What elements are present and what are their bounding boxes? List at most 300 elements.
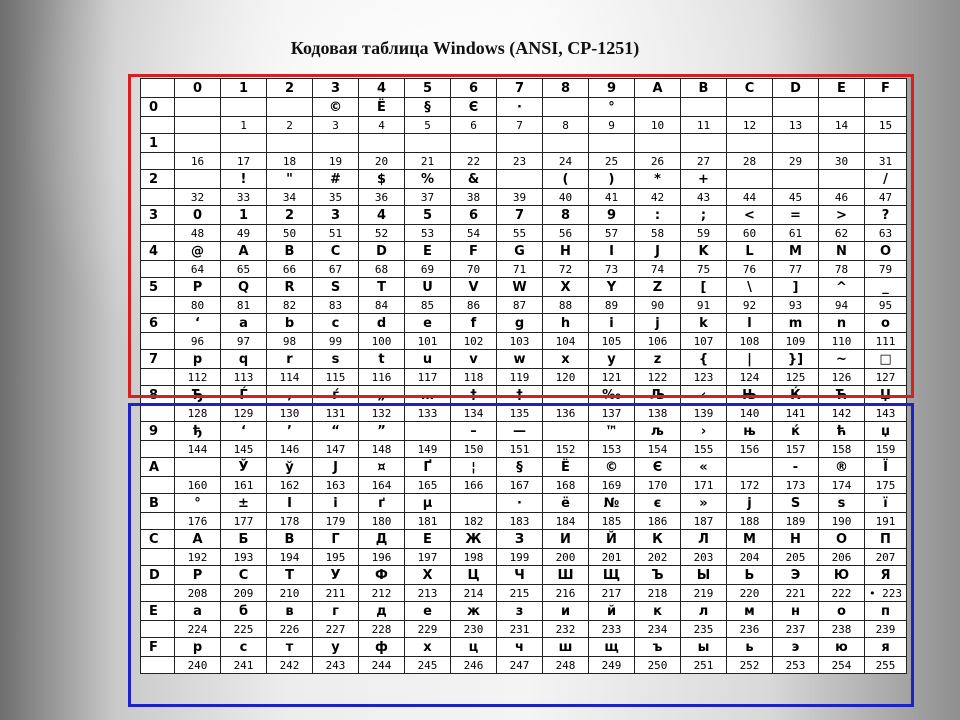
char-cell [359,134,405,153]
code-row [141,477,907,494]
code-cell: 87 [497,297,543,314]
code-cell: 92 [727,297,773,314]
char-cell: Л [681,530,727,549]
code-cell: 147 [313,441,359,458]
code-cell: 68 [359,261,405,278]
char-cell: Ч [497,566,543,585]
code-cell: 221 [773,585,819,602]
char-cell: z [635,350,681,369]
code-cell: 118 [451,369,497,386]
code-cell: 10 [635,117,681,134]
code-cell: 229 [405,621,451,638]
code-cell: 32 [175,189,221,206]
char-cell: ъ [635,638,681,657]
char-cell: ю [819,638,865,657]
char-cell [773,98,819,117]
code-cell: 82 [267,297,313,314]
code-cell: 227 [313,621,359,638]
code-cell: 36 [359,189,405,206]
char-cell: ђ [175,422,221,441]
code-cell: 95 [865,297,907,314]
code-cell: 136 [543,405,589,422]
char-cell: … [405,386,451,405]
char-cell: Ў [221,458,267,477]
char-cell: · [497,98,543,117]
char-cell: м [727,602,773,621]
code-cell: 180 [359,513,405,530]
char-cell: r [267,350,313,369]
char-cell: k [681,314,727,333]
char-cell [267,134,313,153]
column-header: 8 [543,79,589,98]
header-corner-cell [141,79,175,98]
char-cell: e [405,314,451,333]
char-cell: ” [359,422,405,441]
row-label: 9 [141,422,175,441]
char-cell: ~ [819,350,865,369]
char-cell: ’ [267,422,313,441]
row-label-spacer [141,513,175,530]
code-cell: 38 [451,189,497,206]
char-cell: “ [313,422,359,441]
code-cell: 201 [589,549,635,566]
char-cell: ќ [773,422,819,441]
row-label-spacer [141,441,175,458]
char-cell [819,98,865,117]
code-cell: 255 [865,657,907,674]
code-cell: 218 [635,585,681,602]
code-cell: 250 [635,657,681,674]
char-cell: ( [543,170,589,189]
code-cell: 89 [589,297,635,314]
char-cell: d [359,314,405,333]
char-cell: Y [589,278,635,297]
code-cell: 72 [543,261,589,278]
code-cell: 58 [635,225,681,242]
char-cell: Є [635,458,681,477]
code-cell: 212 [359,585,405,602]
code-cell: 213 [405,585,451,602]
column-header: A [635,79,681,98]
code-cell: 146 [267,441,313,458]
char-cell: C [313,242,359,261]
code-cell: 63 [865,225,907,242]
char-cell: Щ [589,566,635,585]
char-cell: њ [727,422,773,441]
char-cell: D [359,242,405,261]
code-cell: 188 [727,513,773,530]
code-cell: 3 [313,117,359,134]
code-cell: 64 [175,261,221,278]
code-cell: 207 [865,549,907,566]
code-cell: 232 [543,621,589,638]
code-cell: 182 [451,513,497,530]
char-cell: † [451,386,497,405]
char-cell: – [451,422,497,441]
char-cell: B [267,242,313,261]
code-cell: 7 [497,117,543,134]
row-label-spacer [141,657,175,674]
code-cell: 148 [359,441,405,458]
column-header: 5 [405,79,451,98]
code-cell: • 223 [865,585,907,602]
char-row [141,458,907,477]
char-cell: g [497,314,543,333]
code-cell: 27 [681,153,727,170]
code-cell: 150 [451,441,497,458]
char-cell: Ъ [635,566,681,585]
char-cell: 5 [405,206,451,225]
code-cell: 8 [543,117,589,134]
char-cell: ё [543,494,589,513]
char-cell: µ [405,494,451,513]
char-cell: э [773,638,819,657]
char-cell: K [681,242,727,261]
code-cell: 242 [267,657,313,674]
char-cell: „ [359,386,405,405]
char-cell: Ѓ [221,386,267,405]
char-cell [267,98,313,117]
column-header: 7 [497,79,543,98]
code-cell: 101 [405,333,451,350]
column-header: 1 [221,79,267,98]
char-cell: ‘ [175,314,221,333]
code-cell: 121 [589,369,635,386]
char-cell: Д [359,530,405,549]
code-row [141,657,907,674]
char-cell: о [819,602,865,621]
code-cell: 71 [497,261,543,278]
code-cell: 23 [497,153,543,170]
char-cell: c [313,314,359,333]
code-cell: 122 [635,369,681,386]
char-cell: 2 [267,206,313,225]
char-cell: ‹ [681,386,727,405]
char-cell: | [727,350,773,369]
code-cell: 41 [589,189,635,206]
code-cell: 164 [359,477,405,494]
char-cell: ш [543,638,589,657]
code-cell: 245 [405,657,451,674]
code-cell: 26 [635,153,681,170]
code-cell: 9 [589,117,635,134]
char-cell: ґ [359,494,405,513]
char-cell: b [267,314,313,333]
row-label-spacer [141,621,175,638]
char-cell: n [819,314,865,333]
code-cell: 91 [681,297,727,314]
char-cell [727,134,773,153]
code-cell: 159 [865,441,907,458]
char-cell: Њ [727,386,773,405]
char-cell: К [635,530,681,549]
char-cell: ‘ [221,422,267,441]
row-label: 7 [141,350,175,369]
char-cell: 7 [497,206,543,225]
code-cell: 54 [451,225,497,242]
row-label-spacer [141,261,175,278]
char-cell: : [635,206,681,225]
char-cell [635,98,681,117]
code-cell: 85 [405,297,451,314]
code-cell: 149 [405,441,451,458]
char-cell [221,134,267,153]
code-cell: 168 [543,477,589,494]
code-cell: 226 [267,621,313,638]
char-row [141,170,907,189]
code-cell: 179 [313,513,359,530]
char-cell: 1 [221,206,267,225]
code-cell: 15 [865,117,907,134]
char-cell [819,134,865,153]
code-cell: 73 [589,261,635,278]
char-cell: Ю [819,566,865,585]
char-cell [865,98,907,117]
char-cell: ‡ [497,386,543,405]
char-cell: Є [451,98,497,117]
row-label-spacer [141,153,175,170]
char-cell: o [865,314,907,333]
code-cell: 120 [543,369,589,386]
code-cell: 47 [865,189,907,206]
char-cell [635,134,681,153]
code-cell: 231 [497,621,543,638]
char-cell: р [175,638,221,657]
char-cell: v [451,350,497,369]
code-cell: 181 [405,513,451,530]
code-cell: 78 [819,261,865,278]
char-cell: Ы [681,566,727,585]
char-cell [175,98,221,117]
char-cell: O [865,242,907,261]
code-cell: 43 [681,189,727,206]
column-header: B [681,79,727,98]
row-label: E [141,602,175,621]
char-cell: R [267,278,313,297]
code-cell: 144 [175,441,221,458]
char-cell: - [773,458,819,477]
code-cell: 45 [773,189,819,206]
row-label: 4 [141,242,175,261]
row-label-spacer [141,225,175,242]
code-cell: 234 [635,621,681,638]
code-row [141,117,907,134]
code-cell: 35 [313,189,359,206]
code-cell: 154 [635,441,681,458]
code-cell: 142 [819,405,865,422]
code-cell: 99 [313,333,359,350]
code-cell: 83 [313,297,359,314]
char-row [141,314,907,333]
code-cell: 243 [313,657,359,674]
code-row [141,261,907,278]
char-cell: и [543,602,589,621]
char-cell: ф [359,638,405,657]
char-cell: л [681,602,727,621]
code-cell: 177 [221,513,267,530]
char-cell: — [497,422,543,441]
code-cell: 129 [221,405,267,422]
code-cell: 224 [175,621,221,638]
code-cell: 235 [681,621,727,638]
code-cell: 132 [359,405,405,422]
code-cell [175,117,221,134]
char-cell: 8 [543,206,589,225]
char-cell: ь [727,638,773,657]
char-cell: L [727,242,773,261]
char-cell: h [543,314,589,333]
code-cell: 110 [819,333,865,350]
code-cell: 79 [865,261,907,278]
code-cell: 65 [221,261,267,278]
row-label: F [141,638,175,657]
code-cell: 49 [221,225,267,242]
char-cell: © [313,98,359,117]
char-cell: [ [681,278,727,297]
code-row [141,549,907,566]
char-cell [727,458,773,477]
code-cell: 18 [267,153,313,170]
code-row [141,153,907,170]
column-header: C [727,79,773,98]
row-label-spacer [141,117,175,134]
code-cell: 37 [405,189,451,206]
char-cell: § [405,98,451,117]
char-cell: ц [451,638,497,657]
char-cell: П [865,530,907,549]
char-cell: Ђ [175,386,221,405]
code-cell: 173 [773,477,819,494]
code-cell: 112 [175,369,221,386]
code-cell: 107 [681,333,727,350]
code-cell: 108 [727,333,773,350]
code-cell: 199 [497,549,543,566]
code-cell: 67 [313,261,359,278]
char-cell: U [405,278,451,297]
row-label-spacer [141,405,175,422]
code-cell: 21 [405,153,451,170]
code-cell: 195 [313,549,359,566]
char-cell: & [451,170,497,189]
char-cell: ж [451,602,497,621]
char-cell: И [543,530,589,549]
code-cell: 202 [635,549,681,566]
code-cell: 40 [543,189,589,206]
char-cell: » [681,494,727,513]
code-row [141,621,907,638]
char-cell: ^ [819,278,865,297]
char-cell: q [221,350,267,369]
row-label: 1 [141,134,175,153]
char-cell: A [221,242,267,261]
code-cell: 52 [359,225,405,242]
char-row [141,134,907,153]
code-cell: 138 [635,405,681,422]
code-cell: 191 [865,513,907,530]
char-cell [589,134,635,153]
code-cell: 253 [773,657,819,674]
char-cell: M [773,242,819,261]
code-cell: 193 [221,549,267,566]
page-title: Кодовая таблица Windows (ANSI, CP-1251) [290,38,640,58]
code-cell: 197 [405,549,451,566]
code-cell: 156 [727,441,773,458]
code-cell: 124 [727,369,773,386]
char-cell: Ё [543,458,589,477]
code-cell: 29 [773,153,819,170]
code-cell: 119 [497,369,543,386]
char-cell: { [681,350,727,369]
code-cell: 13 [773,117,819,134]
code-cell: 135 [497,405,543,422]
char-cell: ™ [589,422,635,441]
code-cell: 86 [451,297,497,314]
char-cell: Г [313,530,359,549]
char-row [141,350,907,369]
code-row [141,369,907,386]
code-cell: 190 [819,513,865,530]
code-row [141,225,907,242]
char-cell [773,134,819,153]
code-cell: 176 [175,513,221,530]
code-cell: 30 [819,153,865,170]
code-cell: 39 [497,189,543,206]
code-cell: 209 [221,585,267,602]
char-cell: Е [405,530,451,549]
char-row [141,530,907,549]
code-cell: 248 [543,657,589,674]
char-row [141,566,907,585]
char-cell: f [451,314,497,333]
char-cell: u [405,350,451,369]
code-cell: 106 [635,333,681,350]
char-cell: © [589,458,635,477]
char-cell: " [267,170,313,189]
char-cell: □ [865,350,907,369]
char-row [141,638,907,657]
code-cell: 137 [589,405,635,422]
char-cell: S [773,494,819,513]
code-cell: 216 [543,585,589,602]
char-cell: X [543,278,589,297]
char-cell: М [727,530,773,549]
char-cell: А [175,530,221,549]
char-cell: Э [773,566,819,585]
code-cell: 228 [359,621,405,638]
char-cell [543,422,589,441]
char-cell: ? [865,206,907,225]
code-cell: 130 [267,405,313,422]
char-cell [175,134,221,153]
char-cell: 6 [451,206,497,225]
char-cell [451,494,497,513]
code-cell: 172 [727,477,773,494]
code-cell: 93 [773,297,819,314]
char-cell: < [727,206,773,225]
code-cell: 44 [727,189,773,206]
code-cell: 246 [451,657,497,674]
char-cell: * [635,170,681,189]
code-cell: 206 [819,549,865,566]
char-cell: з [497,602,543,621]
row-label: D [141,566,175,585]
char-cell: \ [727,278,773,297]
char-cell: О [819,530,865,549]
char-cell: ; [681,206,727,225]
code-cell: 42 [635,189,681,206]
code-cell: 200 [543,549,589,566]
char-cell: ¤ [359,458,405,477]
